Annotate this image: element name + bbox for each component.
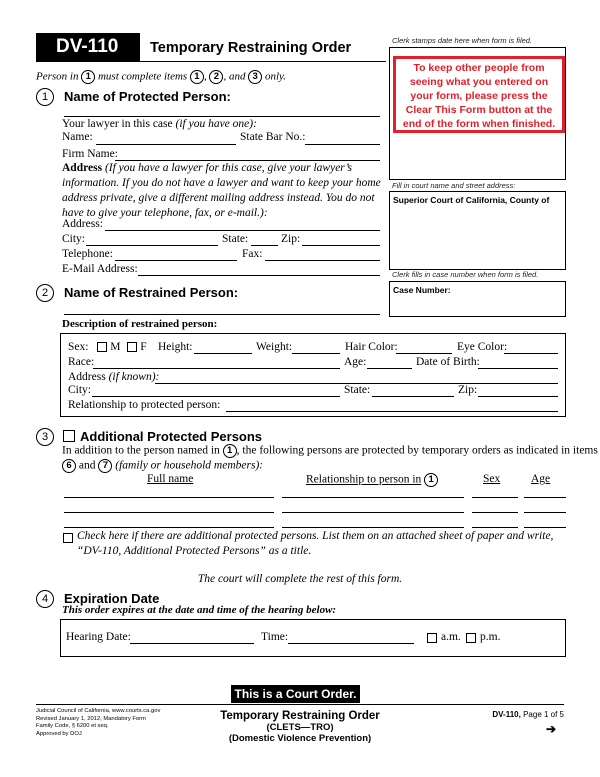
ap-name-1[interactable]: [64, 496, 274, 498]
city-label: City:: [62, 233, 86, 245]
age-label: Age:: [344, 356, 367, 368]
restrained-person-name-field[interactable]: [64, 313, 380, 315]
address-note: (If you have a lawyer for this case, give your lawyer’s information. If you do not have a lawyer and want to keep your home address private, give a different mailing address instead. You do not have to give your telephone, fax, or e-mail.):: [62, 162, 381, 219]
pm-label: p.m.: [480, 631, 501, 643]
rp-city-label: City:: [68, 384, 92, 396]
section-4-subtitle: This order expires at the date and time of the hearing below:: [62, 604, 337, 616]
fax-label: Fax:: [242, 248, 263, 260]
rp-zip-label: Zip:: [458, 384, 478, 396]
footer-page: Page 1 of 5: [523, 710, 564, 719]
rp-address-row: [68, 371, 159, 383]
sex-f-label: F: [140, 341, 147, 353]
form-title: Temporary Restraining Order: [150, 40, 352, 56]
height-label: Height:: [158, 341, 193, 353]
email-label: E-Mail Address:: [62, 263, 138, 275]
section-3-number: 3: [36, 428, 54, 446]
ap-rel-3[interactable]: [282, 526, 464, 528]
section-3-title: Additional Protected Persons: [80, 429, 263, 444]
section-2-title: Name of Restrained Person:: [64, 285, 239, 300]
instruction-and: and: [228, 70, 246, 83]
footer-form-code: DV-110,: [492, 710, 521, 719]
sex-f-checkbox[interactable]: [127, 342, 137, 352]
weight-label: Weight:: [256, 341, 293, 353]
eye-label: Eye Color:: [457, 341, 508, 353]
col-sex: Sex: [483, 473, 501, 485]
pm-checkbox[interactable]: [466, 633, 476, 643]
court-completes-note: The court will complete the rest of this form.: [197, 573, 403, 585]
hearing-date-field[interactable]: [130, 642, 254, 644]
email-field[interactable]: [138, 274, 380, 276]
footer-rule: [36, 704, 564, 705]
ap-name-2[interactable]: [64, 511, 274, 513]
item-ref-3: 3: [248, 70, 262, 84]
section-4-number: 4: [36, 590, 54, 608]
section-1-title: Name of Protected Person:: [64, 89, 231, 104]
instruction-suffix: only.: [264, 70, 287, 83]
dob-label: Date of Birth:: [416, 356, 480, 368]
footer-subtitle: (CLETS—TRO): [266, 722, 334, 733]
col-full-name: Full name: [147, 473, 194, 485]
sex-m-checkbox[interactable]: [97, 342, 107, 352]
race-label: Race:: [68, 356, 95, 368]
additional-persons-checkbox[interactable]: [63, 533, 73, 543]
am-checkbox[interactable]: [427, 633, 437, 643]
age-field[interactable]: [367, 367, 412, 369]
section-1-number: 1: [36, 88, 54, 106]
state-label: State:: [222, 233, 249, 245]
fax-field[interactable]: [265, 259, 380, 261]
next-page-arrow-icon[interactable]: ➔: [546, 722, 557, 736]
case-number-box[interactable]: [389, 281, 566, 317]
clear-form-warning: To keep other people from seeing what you entered on your form, please press the Clear This Form button at the end of the form when finished.: [393, 56, 565, 133]
telephone-field[interactable]: [115, 259, 237, 261]
item-ref-1: 1: [81, 70, 95, 84]
weight-field[interactable]: [292, 352, 340, 354]
sex-label: Sex:: [68, 341, 89, 353]
ap-sex-3[interactable]: [472, 526, 518, 528]
address-field[interactable]: [105, 229, 380, 231]
firm-name-label: Firm Name:: [62, 148, 118, 160]
footer-left: [36, 708, 160, 738]
form-code: DV-110: [56, 36, 119, 57]
footer-left-3: Family Code, § 6200 et seq.: [36, 723, 109, 729]
footer-left-4: Approved by DOJ: [36, 730, 82, 737]
hair-label: Hair Color:: [345, 341, 398, 353]
footer-left-1: Judicial Council of California, www.courts.ca.gov: [36, 708, 161, 714]
lawyer-note: (if you have one):: [175, 118, 257, 130]
footer-left-2: Revised January 1, 2012, Mandatory Form: [36, 715, 146, 722]
am-label: a.m.: [441, 631, 461, 643]
state-bar-label: State Bar No.:: [240, 131, 306, 143]
height-field[interactable]: [194, 352, 252, 354]
clerk-stamp-label: Clerk stamps date here when form is filed.: [392, 36, 533, 45]
case-number-hint: Clerk fills in case number when form is filed.: [392, 270, 539, 279]
item-ref-1d: 1: [424, 473, 438, 487]
court-order-banner: This is a Court Order.: [231, 685, 360, 703]
item-ref-1b: 1: [190, 70, 204, 84]
rp-address-label: Address: [68, 371, 106, 383]
address-instructions: [62, 161, 384, 221]
rp-state-field[interactable]: [372, 395, 454, 397]
ap-age-1[interactable]: [524, 496, 566, 498]
relationship-label: Relationship to protected person:: [68, 399, 221, 411]
court-address-box[interactable]: [389, 191, 566, 270]
rp-city-field[interactable]: [92, 395, 340, 397]
address-bold-label: Address: [62, 162, 103, 174]
relationship-field[interactable]: [226, 410, 558, 412]
section-2-number: 2: [36, 284, 54, 302]
name-label: Name:: [62, 131, 93, 143]
section-3-intro: [62, 444, 598, 458]
item-ref-6: 6: [62, 459, 76, 473]
ap-name-3[interactable]: [64, 526, 274, 528]
description-label: Description of restrained person:: [62, 318, 218, 330]
intro-and: and: [78, 459, 96, 472]
header-rule: [36, 61, 386, 62]
rp-zip-field[interactable]: [478, 395, 558, 397]
lawyer-name-field[interactable]: [96, 143, 236, 145]
form-code-badge: [36, 33, 140, 61]
ap-rel-1[interactable]: [282, 496, 464, 498]
instruction-mid: must complete items: [97, 70, 188, 83]
item-ref-7: 7: [98, 459, 112, 473]
city-field[interactable]: [86, 244, 218, 246]
zip-label: Zip:: [281, 233, 301, 245]
telephone-label: Telephone:: [62, 248, 113, 260]
eye-field[interactable]: [504, 352, 558, 354]
footer-right: [470, 710, 564, 719]
item-ref-1c: 1: [223, 444, 237, 458]
hair-field[interactable]: [396, 352, 452, 354]
intro-note: (family or household members):: [115, 459, 264, 472]
state-field[interactable]: [251, 244, 278, 246]
lawyer-line: [62, 118, 257, 130]
state-bar-field[interactable]: [305, 143, 380, 145]
section-3-checkbox[interactable]: [63, 430, 75, 442]
sex-row: [68, 341, 147, 353]
sex-m-label: M: [110, 341, 121, 353]
footer-center: [180, 710, 420, 744]
ap-sex-2[interactable]: [472, 511, 518, 513]
ap-age-3[interactable]: [524, 526, 566, 528]
case-number-label: Case Number:: [393, 285, 451, 295]
address-label: Address:: [62, 218, 103, 230]
col-relationship: [306, 473, 438, 487]
item-ref-2: 2: [209, 70, 223, 84]
intro-a: In addition to the person named in: [62, 444, 220, 457]
footer-title: Temporary Restraining Order: [220, 710, 380, 722]
dob-field[interactable]: [478, 367, 558, 369]
zip-field[interactable]: [302, 244, 380, 246]
time-field[interactable]: [288, 642, 414, 644]
time-label: Time:: [261, 631, 289, 643]
lawyer-name-row: [62, 131, 93, 143]
lawyer-text: Your lawyer in this case: [62, 118, 173, 130]
additional-persons-text-2: “DV-110, Additional Protected Persons” as a title.: [77, 545, 312, 557]
rp-address-note: (if known):: [108, 371, 160, 383]
ap-rel-2[interactable]: [282, 511, 464, 513]
court-name: Superior Court of California, County of: [393, 195, 550, 205]
rp-state-label: State:: [344, 384, 371, 396]
hearing-date-label: Hearing Date:: [66, 631, 131, 643]
ap-sex-1[interactable]: [472, 496, 518, 498]
instruction-line: Person in 1 must complete items 1 , 2 , and 3 only.: [36, 70, 287, 83]
court-address-label: Fill in court name and street address:: [392, 181, 516, 190]
footer-subtitle-2: (Domestic Violence Prevention): [228, 733, 372, 744]
instruction-prefix: Person in: [36, 70, 79, 83]
protected-person-name-field[interactable]: [64, 115, 380, 117]
section-4-title: Expiration Date: [64, 591, 160, 606]
race-field[interactable]: [93, 367, 340, 369]
section-3-intro-2: [62, 459, 263, 473]
additional-persons-text-1: Check here if there are additional protected persons. List them on an attached sheet of paper and write,: [77, 530, 554, 542]
col-rel-text: Relationship to person in: [306, 473, 422, 486]
ap-age-2[interactable]: [524, 511, 566, 513]
intro-b: , the following persons are protected by temporary orders as indicated in items: [236, 444, 598, 457]
col-age: Age: [531, 473, 551, 485]
